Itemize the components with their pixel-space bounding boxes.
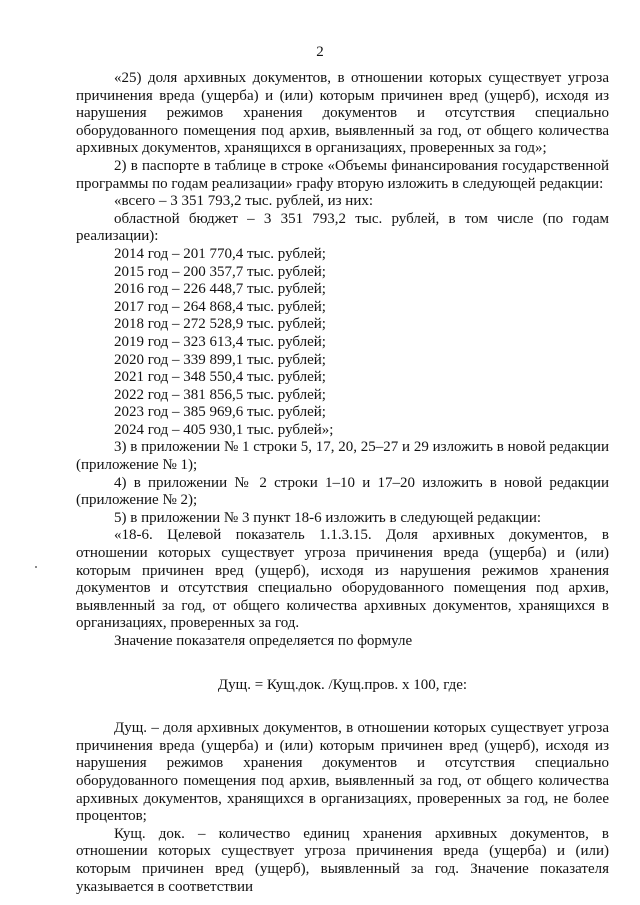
year-line: 2024 год – 405 930,1 тыс. рублей»;	[114, 421, 334, 438]
paragraph: Кущ. док. – количество единиц хранения архивных документов, в отношении которых существует угроза причинения вреда (ущерба) и (или) которым причинен вред (ущерб), выявленный за год. Значение показателя указывается в соответствии	[76, 825, 609, 895]
paragraph: 5) в приложении № 3 пункт 18-6 изложить в следующей редакции:	[114, 509, 542, 526]
paragraph: «18-6. Целевой показатель 1.1.3.15. Доля архивных документов, в отношении которых существует угроза причинения вреда (ущерба) и (или) которым причинен вред (ущерб), исходя из нарушения режимов хранения документов и отсутствия специально оборудованного помещения под архив, выявленный за год, от общего количества архивных документов, хранящихся в организациях, проверенных за год.	[76, 527, 609, 632]
year-line: 2018 год – 272 528,9 тыс. рублей;	[114, 316, 326, 333]
paragraph: «всего – 3 351 793,2 тыс. рублей, из них:	[114, 193, 374, 210]
year-line: 2015 год – 200 357,7 тыс. рублей;	[114, 263, 326, 280]
scan-speck	[35, 566, 37, 568]
year-line: 2017 год – 264 868,4 тыс. рублей;	[114, 298, 326, 315]
year-line: 2019 год – 323 613,4 тыс. рублей;	[114, 333, 326, 350]
year-line: 2021 год – 348 550,4 тыс. рублей;	[114, 369, 326, 386]
paragraph: областной бюджет – 3 351 793,2 тыс. рублей, в том числе (по годам реализации):	[76, 210, 609, 245]
year-line: 2020 год – 339 899,1 тыс. рублей;	[114, 351, 326, 368]
paragraph: Значение показателя определяется по формуле	[114, 633, 413, 649]
year-line: 2023 год – 385 969,6 тыс. рублей;	[114, 404, 326, 421]
page-number: 2	[316, 44, 324, 60]
paragraph: 2) в паспорте в таблице в строке «Объемы финансирования государственной программы по годам реализации» графу вторую изложить в следующей редакции:	[76, 157, 609, 192]
year-line: 2022 год – 381 856,5 тыс. рублей;	[114, 386, 326, 403]
formula: Дущ. = Кущ.док. /Кущ.пров. х 100, где:	[217, 676, 468, 693]
paragraph: «25) доля архивных документов, в отношении которых существует угроза причинения вреда (ущерба) и (или) которым причинен вред (ущерб), исходя из нарушения режимов хранения документов и отсутствия специально оборудованного помещения под архив, выявленный за год, от общего количества архивных документов, хранящихся в организациях, проверенных за год»;	[76, 70, 609, 157]
paragraph: 4) в приложении № 2 строки 1–10 и 17–20 изложить в новой редакции (приложение № 2);	[76, 474, 609, 509]
year-line: 2016 год – 226 448,7 тыс. рублей;	[114, 281, 326, 298]
document-body	[76, 70, 609, 896]
paragraph: 3) в приложении № 1 строки 5, 17, 20, 25–27 и 29 изложить в новой редакции (приложение № 1);	[76, 439, 609, 474]
year-line: 2014 год – 201 770,4 тыс. рублей;	[114, 245, 326, 262]
paragraph: Дущ. – доля архивных документов, в отношении которых существует угроза причинения вреда (ущерба) и (или) которым причинен вред (ущерб), исходя из нарушения режимов хранения документов и отсутствия специально оборудованного помещения под архив, выявленный за год, от общего количества архивных документов, хранящихся в организациях, проверенных за год, не более процентов;	[76, 720, 609, 825]
